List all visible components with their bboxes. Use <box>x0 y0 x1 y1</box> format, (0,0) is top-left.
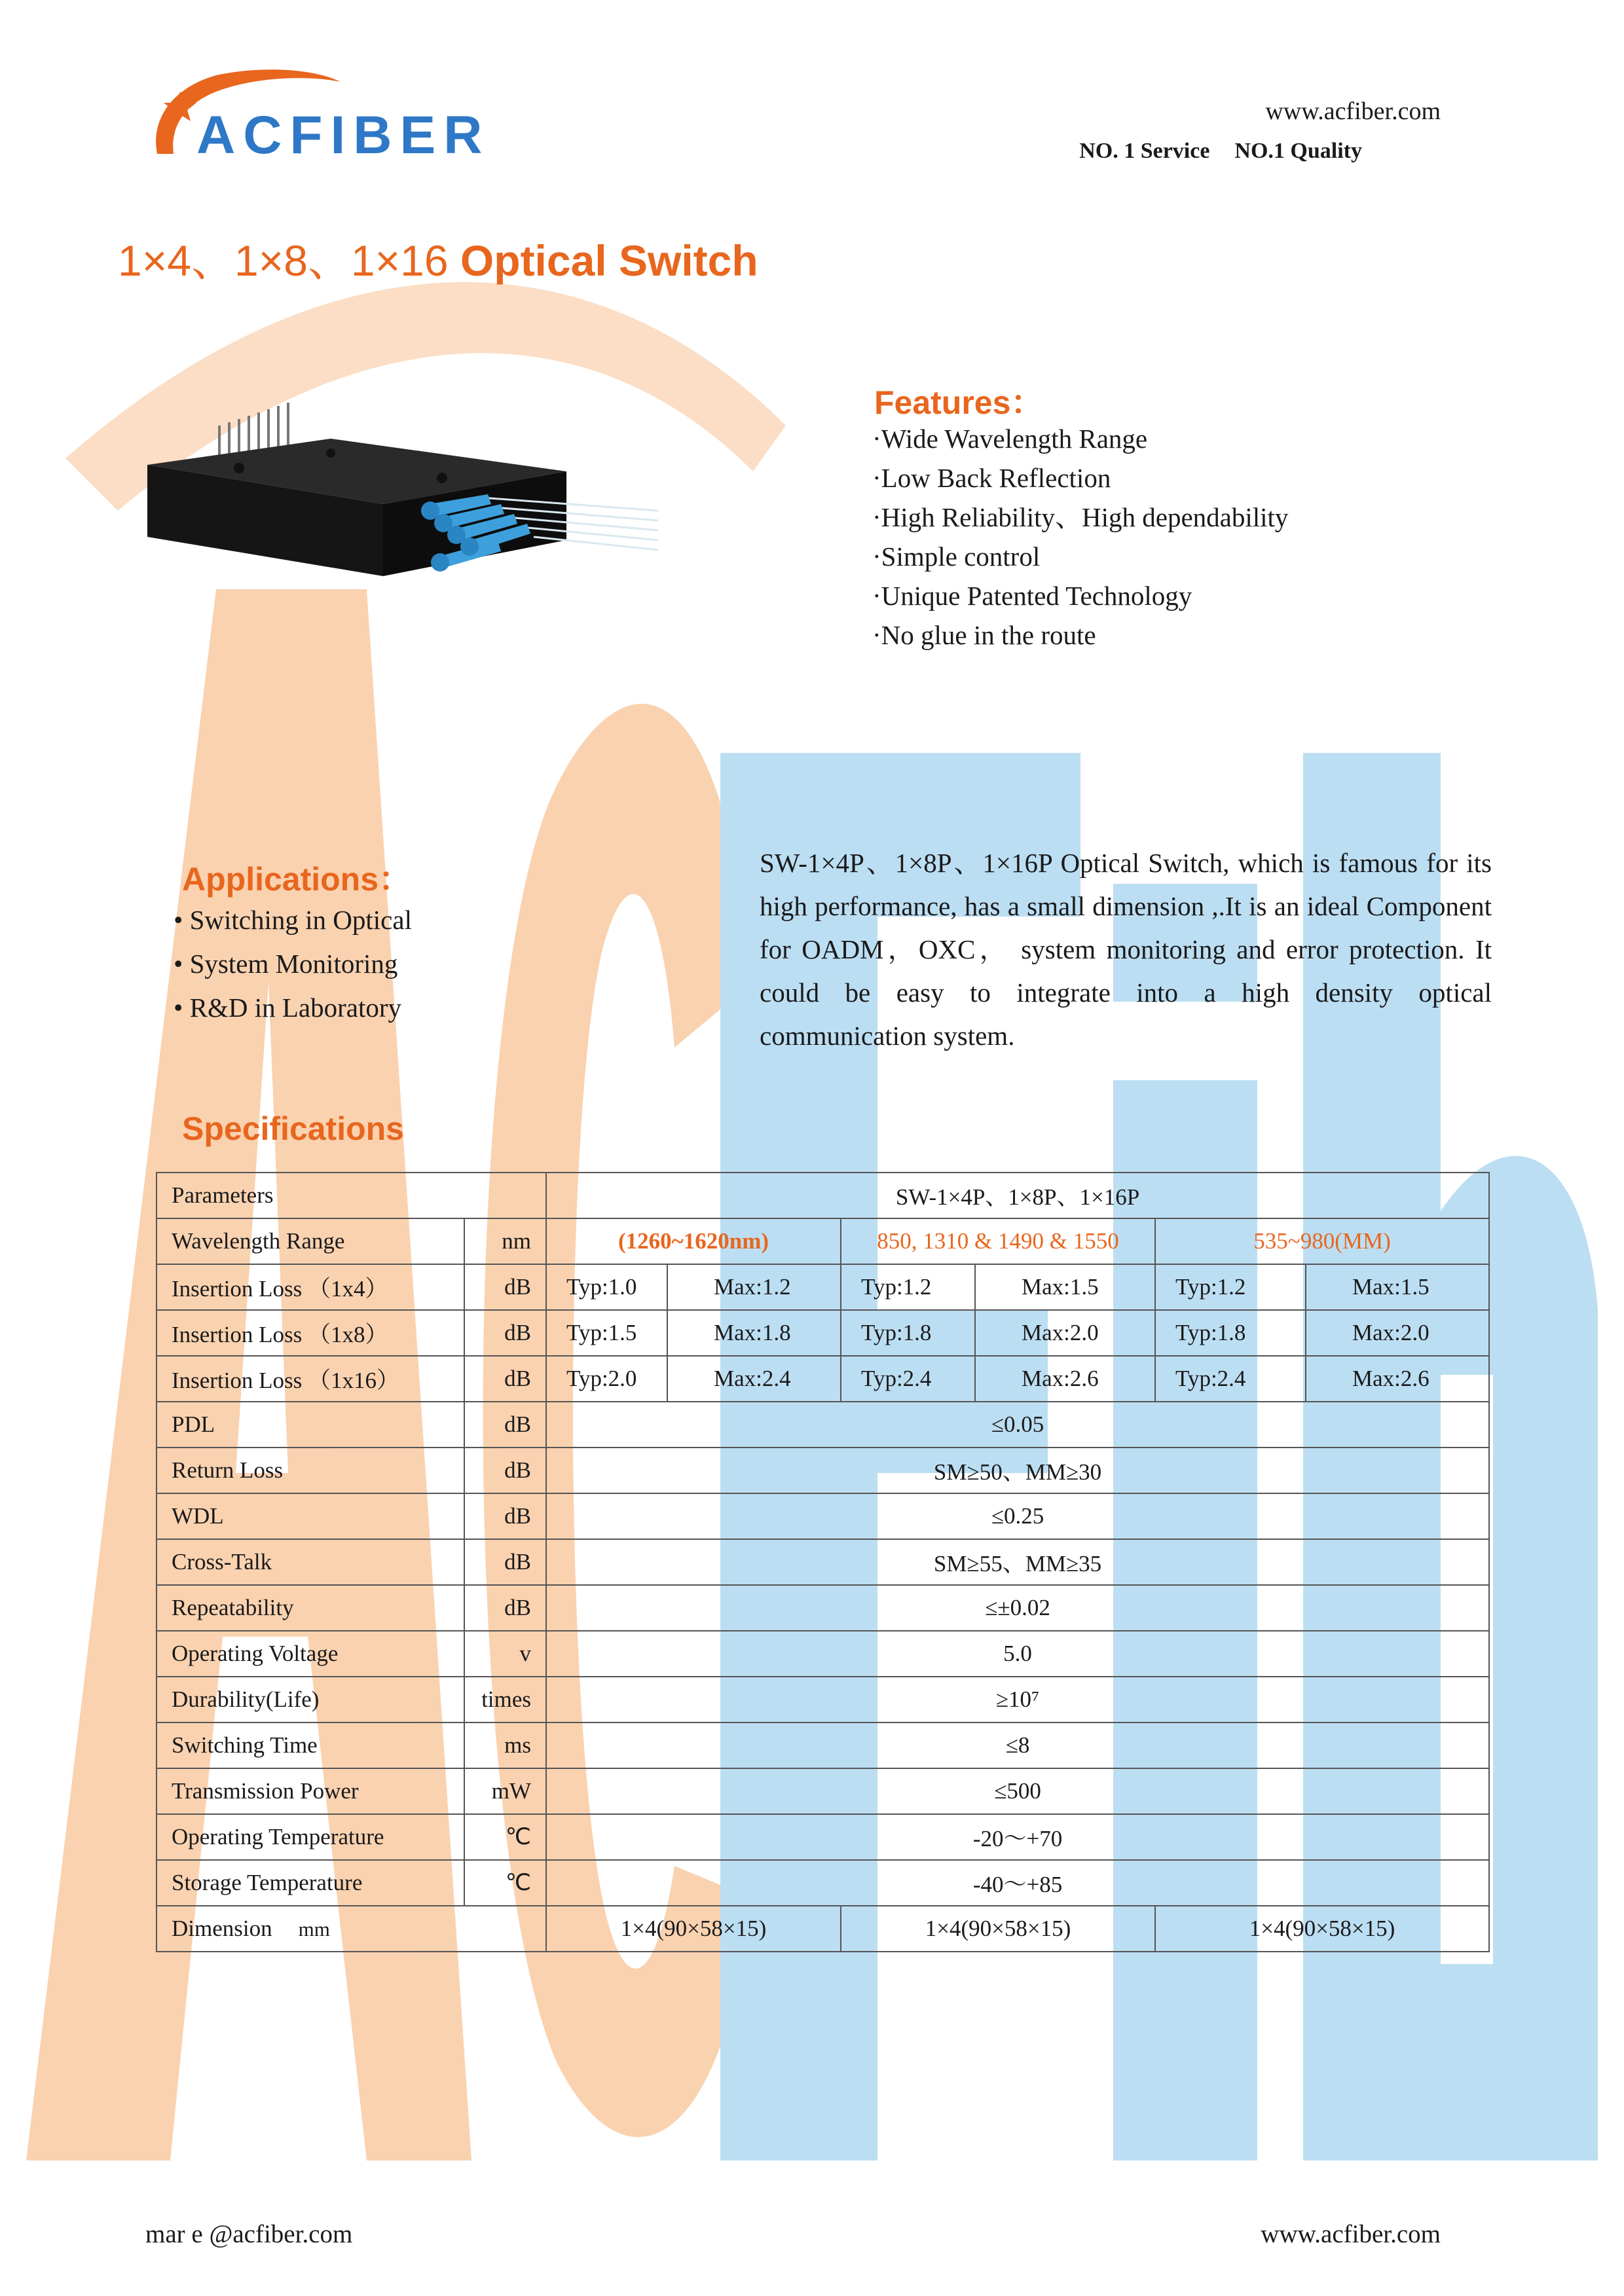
param-label: Insertion Loss （1x8） <box>157 1310 464 1356</box>
param-unit: dB <box>464 1493 546 1539</box>
param-label: Operating Temperature <box>157 1814 464 1860</box>
table-row <box>157 1814 1489 1860</box>
max-value: Max:1.8 <box>667 1310 841 1356</box>
param-unit: dB <box>464 1356 546 1402</box>
max-value: Max:1.2 <box>667 1264 841 1310</box>
table-row <box>157 1539 1489 1585</box>
table-row <box>157 1310 1489 1356</box>
max-value: Max:2.0 <box>1306 1310 1489 1356</box>
param-unit: mm <box>298 1918 330 1941</box>
applications-heading: Applications： <box>182 861 412 898</box>
param-unit: ℃ <box>464 1814 546 1860</box>
param-unit: dB <box>464 1585 546 1631</box>
typ-value: Typ:1.8 <box>1155 1310 1306 1356</box>
table-row <box>157 1677 1489 1722</box>
wavelength-value: 535~980(MM) <box>1155 1218 1489 1264</box>
page-title <box>118 226 758 288</box>
table-row <box>157 1493 1489 1539</box>
param-label: Return Loss <box>157 1448 464 1493</box>
param-unit: dB <box>464 1310 546 1356</box>
dimension-label-cell <box>157 1906 546 1952</box>
table-row <box>157 1448 1489 1493</box>
typ-value: Typ:1.5 <box>546 1310 667 1356</box>
feature-item: ·Low Back Reflection <box>872 463 1111 493</box>
dimension-value: 1×4(90×58×15) <box>546 1906 841 1952</box>
max-value: Max:1.5 <box>975 1264 1155 1310</box>
features-heading: Features： <box>874 384 1044 421</box>
max-value: Max:1.5 <box>1306 1264 1489 1310</box>
table-row <box>157 1906 1489 1952</box>
header-parameters: Parameters <box>157 1173 546 1218</box>
param-label: Dimension <box>172 1916 272 1941</box>
features-list <box>872 419 1288 655</box>
max-value: Max:2.6 <box>975 1356 1155 1402</box>
title-prefix: 1×4、1×8、1×16 <box>118 236 460 285</box>
table-row <box>157 1860 1489 1906</box>
application-item: • R&D in Laboratory <box>174 986 412 1030</box>
typ-value: Typ:2.4 <box>1155 1356 1306 1402</box>
tagline-service: NO. 1 Service <box>1079 139 1210 163</box>
param-unit: mW <box>464 1768 546 1814</box>
param-value: ≤±0.02 <box>546 1585 1489 1631</box>
wavelength-value: (1260~1620nm) <box>546 1218 841 1264</box>
header-tagline <box>1079 139 1362 164</box>
footer-email[interactable]: mar e @acfiber.com <box>145 2220 353 2248</box>
param-value: ≤8 <box>546 1722 1489 1768</box>
table-row <box>157 1585 1489 1631</box>
param-value: SM≥50、MM≥30 <box>546 1448 1489 1493</box>
param-label: Switching Time <box>157 1722 464 1768</box>
typ-value: Typ:2.4 <box>841 1356 975 1402</box>
param-unit: ms <box>464 1722 546 1768</box>
param-label: Durability(Life) <box>157 1677 464 1722</box>
param-label: Insertion Loss （1x4） <box>157 1264 464 1310</box>
param-unit: dB <box>464 1539 546 1585</box>
table-row <box>157 1402 1489 1448</box>
param-label: PDL <box>157 1402 464 1448</box>
param-value: 5.0 <box>546 1631 1489 1677</box>
param-unit: nm <box>464 1218 546 1264</box>
tagline-quality: NO.1 Quality <box>1234 139 1362 163</box>
product-description: SW-1×4P、1×8P、1×16P Optical Switch, which is famous for its high performance, has a small dimension ,.It is an ideal Component for OADM，OXC， system monitoring and error protection. It could be easy to integrate into a high density optical communication system. <box>760 848 1492 1051</box>
table-row <box>157 1356 1489 1402</box>
param-label: Transmission Power <box>157 1768 464 1814</box>
table-row <box>157 1218 1489 1264</box>
param-unit: v <box>464 1631 546 1677</box>
param-value: -20～+70 <box>546 1814 1489 1860</box>
application-item: • System Monitoring <box>174 942 412 986</box>
optical-switch-product-image <box>141 399 665 602</box>
param-unit: dB <box>464 1448 546 1493</box>
table-row <box>157 1264 1489 1310</box>
param-value: ≥10⁷ <box>546 1677 1489 1722</box>
typ-value: Typ:1.8 <box>841 1310 975 1356</box>
dimension-value: 1×4(90×58×15) <box>1155 1906 1489 1952</box>
param-label: Wavelength Range <box>157 1218 464 1264</box>
typ-value: Typ:1.2 <box>841 1264 975 1310</box>
logo-wordmark: ACFIBER <box>196 105 490 165</box>
footer-website[interactable]: www.acfiber.com <box>1261 2220 1441 2248</box>
table-row <box>157 1173 1489 1218</box>
feature-item: ·Simple control <box>872 541 1041 572</box>
table-row <box>157 1768 1489 1814</box>
table-row <box>157 1631 1489 1677</box>
title-main: Optical Switch <box>460 236 758 285</box>
typ-value: Typ:1.0 <box>546 1264 667 1310</box>
header-model: SW-1×4P、1×8P、1×16P <box>546 1173 1489 1218</box>
application-item: • Switching in Optical <box>174 898 412 942</box>
specifications-heading: Specifications <box>182 1110 404 1147</box>
param-label: Insertion Loss （1x16） <box>157 1356 464 1402</box>
max-value: Max:2.6 <box>1306 1356 1489 1402</box>
param-unit: dB <box>464 1264 546 1310</box>
feature-item: ·Unique Patented Technology <box>872 581 1192 611</box>
feature-item: ·No glue in the route <box>872 620 1096 650</box>
param-value: ≤0.25 <box>546 1493 1489 1539</box>
header-website[interactable]: www.acfiber.com <box>1265 98 1441 125</box>
param-value: SM≥55、MM≥35 <box>546 1539 1489 1585</box>
feature-item: ·High Reliability、High dependability <box>872 502 1289 532</box>
max-value: Max:2.4 <box>667 1356 841 1402</box>
table-row <box>157 1722 1489 1768</box>
param-label: Cross-Talk <box>157 1539 464 1585</box>
param-value: -40～+85 <box>546 1860 1489 1906</box>
wavelength-value: 850, 1310 & 1490 & 1550 <box>841 1218 1155 1264</box>
applications-list <box>174 898 412 1030</box>
param-unit: dB <box>464 1402 546 1448</box>
specifications-table <box>156 1172 1490 1952</box>
typ-value: Typ:2.0 <box>546 1356 667 1402</box>
param-label: WDL <box>157 1493 464 1539</box>
param-label: Repeatability <box>157 1585 464 1631</box>
feature-item: ·Wide Wavelength Range <box>872 424 1148 454</box>
typ-value: Typ:1.2 <box>1155 1264 1306 1310</box>
param-unit: ℃ <box>464 1860 546 1906</box>
dimension-value: 1×4(90×58×15) <box>841 1906 1155 1952</box>
param-unit: times <box>464 1677 546 1722</box>
max-value: Max:2.0 <box>975 1310 1155 1356</box>
param-value: ≤500 <box>546 1768 1489 1814</box>
param-label: Storage Temperature <box>157 1860 464 1906</box>
param-label: Operating Voltage <box>157 1631 464 1677</box>
param-value: ≤0.05 <box>546 1402 1489 1448</box>
